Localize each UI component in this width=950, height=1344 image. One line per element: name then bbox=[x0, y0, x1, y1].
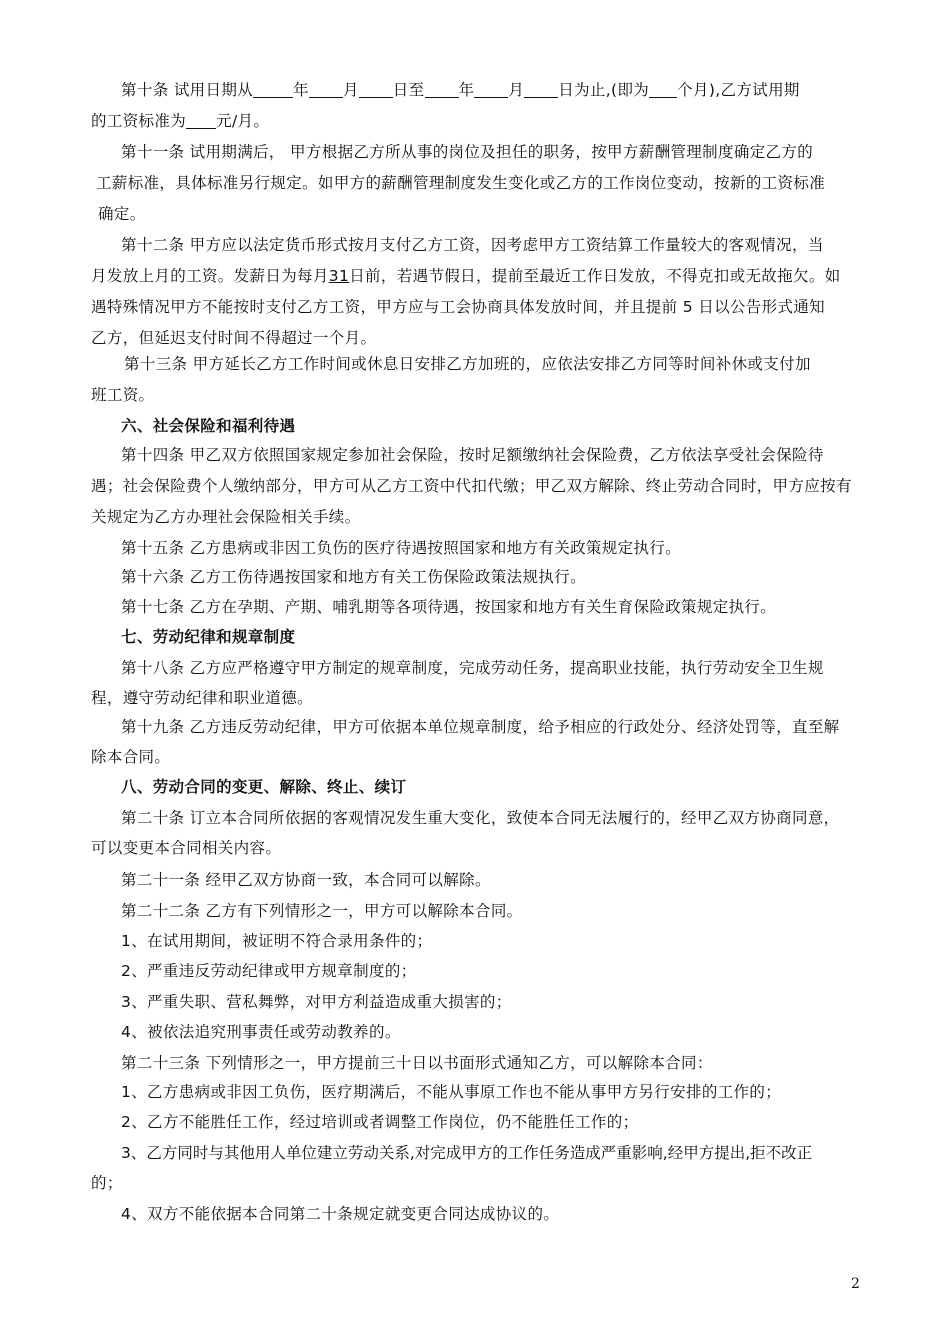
article-17: 第十七条 乙方在孕期、产期、哺乳期等各项待遇，按国家和地方有关生育保险政策规定执行。 bbox=[121, 598, 777, 616]
article-12-line-4: 乙方，但延迟支付时间不得超过一个月。 bbox=[91, 329, 377, 347]
article-18-line-2: 程，遵守劳动纪律和职业道德。 bbox=[91, 689, 313, 707]
article-22-item-2: 2、严重违反劳动纪律或甲方规章制度的； bbox=[121, 962, 417, 980]
article-23: 第二十三条 下列情形之一，甲方提前三十日以书面形式通知乙方，可以解除本合同： bbox=[121, 1054, 713, 1072]
blank-day-end bbox=[524, 79, 558, 98]
section-8-heading: 八、劳动合同的变更、解除、终止、续订 bbox=[121, 778, 407, 796]
article-23-item-3-line-2: 的； bbox=[91, 1174, 123, 1192]
article-23-item-1: 1、乙方患病或非因工负伤，医疗期满后，不能从事原工作也不能从事甲方另行安排的工作的； bbox=[121, 1083, 782, 1101]
article-20-line-2: 可以变更本合同相关内容。 bbox=[91, 839, 282, 857]
article-23-item-2: 2、乙方不能胜任工作，经过培训或者调整工作岗位，仍不能胜任工作的； bbox=[121, 1113, 639, 1131]
blank-year-end bbox=[425, 79, 459, 98]
article-10-line-2: 的工资标准为 元/月。 bbox=[91, 112, 270, 130]
article-11-line-2: 工薪标准，具体标准另行规定。如甲方的薪酬管理制度发生变化或乙方的工作岗位变动，按新的工资标准 bbox=[96, 174, 826, 192]
blank-salary bbox=[186, 110, 216, 129]
article-11-line-1: 第十一条 试用期满后， 甲方根据乙方所从事的岗位及担任的职务，按甲方薪酬管理制度确定乙方的 bbox=[121, 143, 814, 161]
article-13-line-1: 第十三条 甲方延长乙方工作时间或休息日安排乙方加班的，应依法安排乙方同等时间补休或支付加 bbox=[124, 355, 811, 373]
section-6-heading: 六、社会保险和福利待遇 bbox=[121, 417, 296, 435]
blank-month-end bbox=[474, 79, 508, 98]
article-22: 第二十二条 乙方有下列情形之一，甲方可以解除本合同。 bbox=[121, 902, 523, 920]
article-15: 第十五条 乙方患病或非因工负伤的医疗待遇按照国家和地方有关政策规定执行。 bbox=[121, 539, 682, 557]
article-22-item-1: 1、在试用期间，被证明不符合录用条件的； bbox=[121, 932, 433, 950]
section-7-heading: 七、劳动纪律和规章制度 bbox=[121, 628, 296, 646]
blank-months bbox=[649, 79, 677, 98]
article-18-line-1: 第十八条 乙方应严格遵守甲方制定的规章制度，完成劳动任务，提高职业技能，执行劳动安全卫生规 bbox=[121, 659, 824, 677]
article-14-line-1: 第十四条 甲乙双方依照国家规定参加社会保险，按时足额缴纳社会保险费，乙方依法享受社会保险待 bbox=[121, 446, 824, 464]
article-20-line-1: 第二十条 订立本合同所依据的客观情况发生重大变化，致使本合同无法履行的，经甲乙双方协商同意， bbox=[121, 809, 840, 827]
article-11-line-3: 确定。 bbox=[98, 205, 146, 223]
page-number: 2 bbox=[851, 1276, 860, 1292]
article-14-line-3: 关规定为乙方办理社会保险相关手续。 bbox=[91, 508, 361, 526]
article-19-line-2: 除本合同。 bbox=[91, 748, 171, 766]
article-22-item-3: 3、严重失职、营私舞弊，对甲方利益造成重大损害的； bbox=[121, 993, 512, 1011]
article-23-item-4: 4、双方不能依据本合同第二十条规定就变更合同达成协议的。 bbox=[121, 1205, 560, 1223]
article-10-line-1: 第十条 试用日期从 年 月 日至 年 月 日为止,(即为 个月),乙方试用期 bbox=[121, 81, 800, 99]
payday-value: 31 bbox=[328, 267, 350, 285]
article-14-line-2: 遇；社会保险费个人缴纳部分，甲方可从乙方工资中代扣代缴；甲乙双方解除、终止劳动合同时，甲方应按有 bbox=[91, 477, 852, 495]
article-12-line-1: 第十二条 甲方应以法定货币形式按月支付乙方工资，因考虑甲方工资结算工作量较大的客观情况，当 bbox=[121, 236, 824, 254]
article-22-item-4: 4、被依法追究刑事责任或劳动教养的。 bbox=[121, 1023, 401, 1041]
blank-year-start bbox=[253, 79, 293, 98]
article-12-line-3: 遇特殊情况甲方不能按时支付乙方工资，甲方应与工会协商具体发放时间，并且提前 5 日以公告形式通知 bbox=[91, 298, 826, 316]
blank-month-start bbox=[309, 79, 343, 98]
article-16: 第十六条 乙方工伤待遇按国家和地方有关工伤保险政策法规执行。 bbox=[121, 568, 586, 586]
blank-day-start bbox=[359, 79, 393, 98]
article-21: 第二十一条 经甲乙双方协商一致，本合同可以解除。 bbox=[121, 871, 491, 889]
article-23-item-3-line-1: 3、乙方同时与其他用人单位建立劳动关系,对完成甲方的工作任务造成严重影响,经甲方提出,拒不改正 bbox=[121, 1144, 813, 1162]
article-13-line-2: 班工资。 bbox=[91, 386, 155, 404]
article-12-line-2: 月发放上月的工资。发薪日为每月31日前，若遇节假日，提前至最近工作日发放，不得克扣或无故拖欠。如 bbox=[91, 267, 841, 285]
article-19-line-1: 第十九条 乙方违反劳动纪律，甲方可依据本单位规章制度，给予相应的行政处分、经济处罚等，直至解 bbox=[121, 718, 840, 736]
